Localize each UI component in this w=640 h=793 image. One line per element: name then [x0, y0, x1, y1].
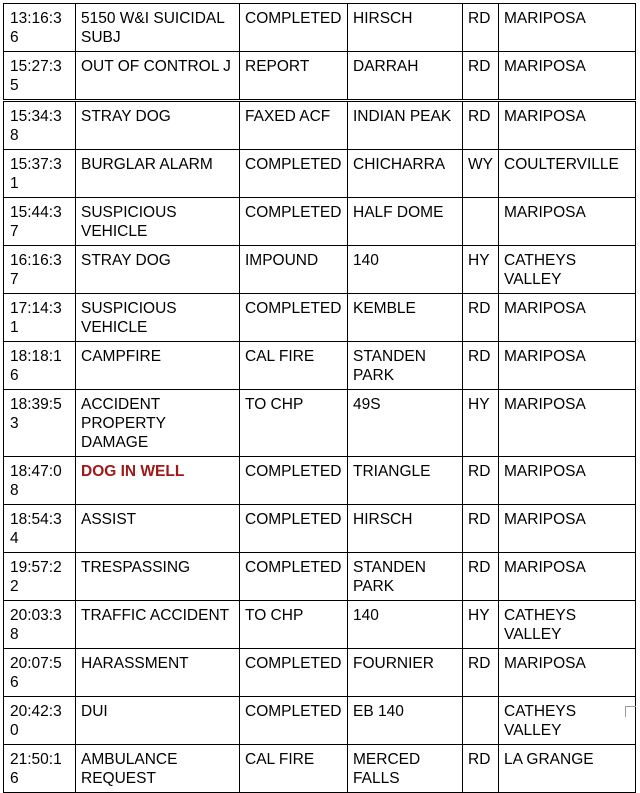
time-cell: 15:44:37 [4, 198, 76, 246]
table-row [4, 246, 636, 294]
street-suffix-cell: RD [463, 52, 499, 101]
call-type-cell: AMBULANCE REQUEST [76, 745, 240, 793]
call-type-cell: TRESPASSING [76, 553, 240, 601]
disposition-cell: TO CHP [240, 601, 348, 649]
disposition-cell: CAL FIRE [240, 745, 348, 793]
call-type-cell: CAMPFIRE [76, 342, 240, 390]
city-cell: LA GRANGE [499, 745, 636, 793]
call-type-cell: SUSPICIOUS VEHICLE [76, 198, 240, 246]
street-suffix-cell: RD [463, 294, 499, 342]
street-suffix-cell: RD [463, 505, 499, 553]
street-cell: MERCED FALLS [348, 745, 463, 793]
call-type-cell: BURGLAR ALARM [76, 150, 240, 198]
street-cell: FOURNIER [348, 649, 463, 697]
city-cell: MARIPOSA [499, 101, 636, 150]
table-row [4, 745, 636, 793]
time-cell: 18:18:16 [4, 342, 76, 390]
call-type-cell: STRAY DOG [76, 101, 240, 150]
time-cell: 15:27:35 [4, 52, 76, 101]
disposition-cell: COMPLETED [240, 198, 348, 246]
street-cell: 49S [348, 390, 463, 457]
street-cell: 140 [348, 601, 463, 649]
street-cell: EB 140 [348, 697, 463, 745]
street-suffix-cell: HY [463, 246, 499, 294]
table-row [4, 390, 636, 457]
street-suffix-cell: RD [463, 4, 499, 52]
table-row [4, 52, 636, 101]
street-suffix-cell: RD [463, 457, 499, 505]
call-type-cell: ASSIST [76, 505, 240, 553]
time-cell: 15:34:38 [4, 101, 76, 150]
call-type-cell: OUT OF CONTROL J [76, 52, 240, 101]
disposition-cell: COMPLETED [240, 294, 348, 342]
street-cell: STANDEN PARK [348, 553, 463, 601]
city-cell: CATHEYS VALLEY [499, 601, 636, 649]
city-cell: MARIPOSA [499, 649, 636, 697]
call-type-cell: HARASSMENT [76, 649, 240, 697]
table-row [4, 697, 636, 745]
call-type-cell: STRAY DOG [76, 246, 240, 294]
disposition-cell: COMPLETED [240, 697, 348, 745]
city-cell: MARIPOSA [499, 457, 636, 505]
table-row [4, 553, 636, 601]
disposition-cell: COMPLETED [240, 457, 348, 505]
city-cell: MARIPOSA [499, 4, 636, 52]
time-cell: 19:57:22 [4, 553, 76, 601]
time-cell: 20:07:56 [4, 649, 76, 697]
city-cell: CATHEYS VALLEY [499, 246, 636, 294]
street-suffix-cell: RD [463, 101, 499, 150]
street-cell: HIRSCH [348, 4, 463, 52]
call-type-cell-highlighted: DOG IN WELL [76, 457, 240, 505]
city-cell: MARIPOSA [499, 198, 636, 246]
table-row [4, 101, 636, 150]
call-type-cell: 5150 W&I SUICIDAL SUBJ [76, 4, 240, 52]
street-cell: DARRAH [348, 52, 463, 101]
disposition-cell: CAL FIRE [240, 342, 348, 390]
street-cell: STANDEN PARK [348, 342, 463, 390]
street-suffix-cell: RD [463, 745, 499, 793]
street-suffix-cell: RD [463, 342, 499, 390]
table-row [4, 342, 636, 390]
disposition-cell: FAXED ACF [240, 101, 348, 150]
street-cell: TRIANGLE [348, 457, 463, 505]
street-suffix-cell: RD [463, 553, 499, 601]
disposition-cell: COMPLETED [240, 553, 348, 601]
disposition-cell: IMPOUND [240, 246, 348, 294]
city-cell: MARIPOSA [499, 52, 636, 101]
table-row [4, 150, 636, 198]
street-cell: INDIAN PEAK [348, 101, 463, 150]
street-cell: KEMBLE [348, 294, 463, 342]
time-cell: 16:16:37 [4, 246, 76, 294]
street-suffix-cell: HY [463, 390, 499, 457]
city-cell: MARIPOSA [499, 390, 636, 457]
disposition-cell: COMPLETED [240, 4, 348, 52]
disposition-cell: COMPLETED [240, 150, 348, 198]
street-cell: HIRSCH [348, 505, 463, 553]
city-cell: MARIPOSA [499, 342, 636, 390]
call-type-cell: TRAFFIC ACCIDENT [76, 601, 240, 649]
table-row [4, 649, 636, 697]
street-cell: CHICHARRA [348, 150, 463, 198]
street-suffix-cell: WY [463, 150, 499, 198]
call-log-table [3, 3, 636, 793]
street-suffix-cell: RD [463, 649, 499, 697]
street-cell: 140 [348, 246, 463, 294]
table-row [4, 505, 636, 553]
street-suffix-cell [463, 198, 499, 246]
time-cell: 18:39:53 [4, 390, 76, 457]
call-type-cell: ACCIDENT PROPERTY DAMAGE [76, 390, 240, 457]
table-row [4, 198, 636, 246]
call-type-cell: DUI [76, 697, 240, 745]
disposition-cell: TO CHP [240, 390, 348, 457]
time-cell: 15:37:31 [4, 150, 76, 198]
table-row [4, 294, 636, 342]
time-cell: 20:42:30 [4, 697, 76, 745]
call-type-cell: SUSPICIOUS VEHICLE [76, 294, 240, 342]
street-cell: HALF DOME [348, 198, 463, 246]
street-suffix-cell [463, 697, 499, 745]
page-corner-mark [625, 706, 636, 717]
table-row [4, 601, 636, 649]
disposition-cell: COMPLETED [240, 505, 348, 553]
disposition-cell: REPORT [240, 52, 348, 101]
time-cell: 21:50:16 [4, 745, 76, 793]
time-cell: 17:14:31 [4, 294, 76, 342]
city-cell: COULTERVILLE [499, 150, 636, 198]
city-cell: MARIPOSA [499, 553, 636, 601]
disposition-cell: COMPLETED [240, 649, 348, 697]
time-cell: 18:47:08 [4, 457, 76, 505]
table-row [4, 457, 636, 505]
city-cell: CATHEYS VALLEY [499, 697, 636, 745]
street-suffix-cell: HY [463, 601, 499, 649]
time-cell: 20:03:38 [4, 601, 76, 649]
time-cell: 13:16:36 [4, 4, 76, 52]
time-cell: 18:54:34 [4, 505, 76, 553]
table-row [4, 4, 636, 52]
city-cell: MARIPOSA [499, 294, 636, 342]
city-cell: MARIPOSA [499, 505, 636, 553]
